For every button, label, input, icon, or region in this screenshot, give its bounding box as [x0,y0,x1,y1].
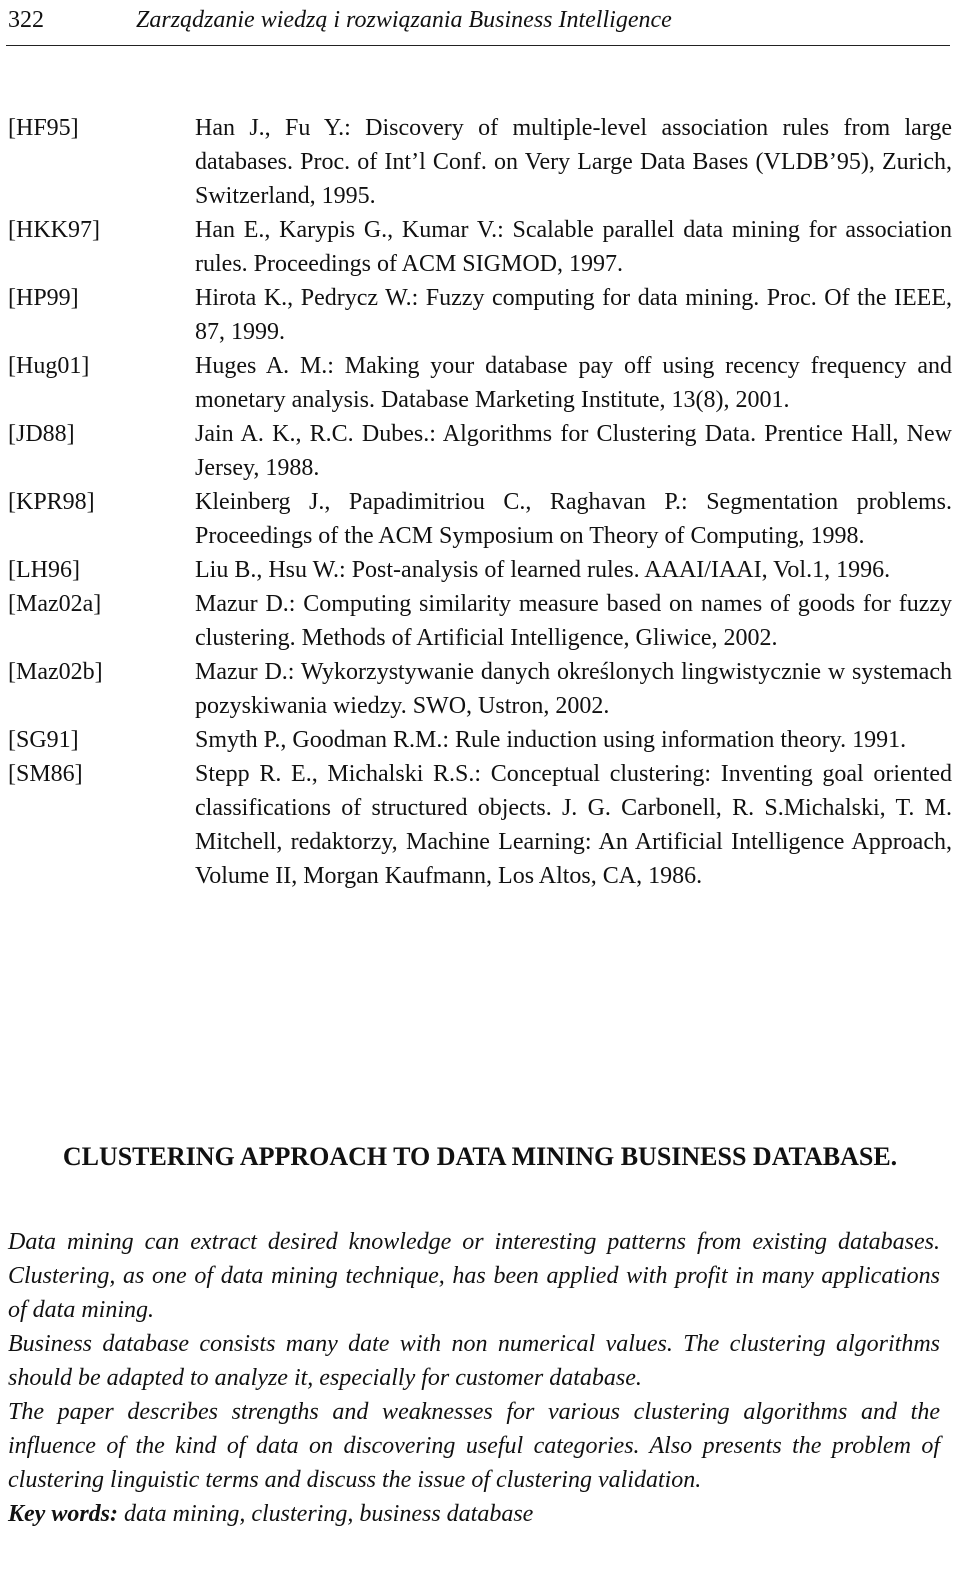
reference-entry [8,281,952,349]
reference-entry [8,417,952,485]
running-header [8,4,948,44]
abstract [8,1225,940,1531]
reference-entry [8,111,952,213]
reference-key: [HP99] [8,285,79,311]
abstract-paragraph: The paper describes strengths and weaknesses for various clustering algorithms and the influence of the kind of data on discovering useful categories. Also presents the problem of clustering linguistic terms and discuss the issue of clustering validation. [8,1399,940,1493]
reference-key: [SM86] [8,761,83,787]
keywords-line [8,1497,940,1531]
abstract-paragraph: Business database consists many date with non numerical values. The clustering algorithms should be adapted to analyze it, especially for customer database. [8,1331,940,1391]
abstract-paragraph: Data mining can extract desired knowledge or interesting patterns from existing databases. Clustering, as one of data mining technique, has been applied with profit in many applications of data mining. [8,1229,940,1323]
reference-text: Mazur D.: Computing similarity measure based on names of goods for fuzzy clustering. Methods of Artificial Intelligence, Gliwice, 2002. [195,591,952,651]
reference-key: [Maz02b] [8,659,103,685]
reference-key: [KPR98] [8,489,95,515]
reference-entry [8,655,952,723]
reference-key: [JD88] [8,421,75,447]
reference-entry [8,757,952,893]
reference-entry [8,349,952,417]
reference-text: Mazur D.: Wykorzystywanie danych określonych lingwistycznie w systemach pozyskiwania wiedzy. SWO, Ustron, 2002. [195,659,952,719]
reference-entry [8,587,952,655]
header-rule [6,45,950,46]
reference-text: Kleinberg J., Papadimitriou C., Raghavan P.: Segmentation problems. Proceedings of the ACM Symposium on Theory of Computing, 1998. [195,489,952,549]
reference-text: Huges A. M.: Making your database pay off using recency frequency and monetary analysis. Database Marketing Institute, 13(8), 2001. [195,353,952,413]
reference-key: [HKK97] [8,217,100,243]
keywords-label: Key words: [8,1501,118,1527]
reference-text: Stepp R. E., Michalski R.S.: Conceptual clustering: Inventing goal oriented classifications of structured objects. J. G. Carbonell, R. S.Michalski, T. M. Mitchell, redaktorzy, Machine Learning: An Artificial Intelligence Approach, Volume II, Morgan Kaufmann, Los Altos, CA, 1986. [195,761,952,889]
reference-text: Han J., Fu Y.: Discovery of multiple-level association rules from large databases. Proc. of Int’l Conf. on Very Large Data Bases (VLDB’95), Zurich, Switzerland, 1995. [195,115,952,209]
reference-entry [8,723,952,757]
reference-key: [SG91] [8,727,79,753]
reference-entry [8,553,952,587]
running-title: Zarządzanie wiedzą i rozwiązania Business Intelligence [136,7,672,33]
reference-key: [Maz02a] [8,591,102,617]
reference-entry [8,485,952,553]
reference-text: Hirota K., Pedrycz W.: Fuzzy computing for data mining. Proc. Of the IEEE, 87, 1999. [195,285,952,345]
reference-list [8,111,952,893]
reference-key: [Hug01] [8,353,90,379]
page-number: 322 [8,7,44,33]
reference-text: Liu B., Hsu W.: Post-analysis of learned rules. AAAI/IAAI, Vol.1, 1996. [195,557,891,583]
reference-text: Smyth P., Goodman R.M.: Rule induction using information theory. 1991. [195,727,907,753]
reference-key: [HF95] [8,115,79,141]
reference-text: Jain A. K., R.C. Dubes.: Algorithms for Clustering Data. Prentice Hall, New Jersey, 1988. [195,421,952,481]
reference-key: [LH96] [8,557,80,583]
keywords-text: data mining, clustering, business database [124,1501,534,1527]
section-title: CLUSTERING APPROACH TO DATA MINING BUSINESS DATABASE. [62,1142,898,1171]
reference-text: Han E., Karypis G., Kumar V.: Scalable parallel data mining for association rules. Proceedings of ACM SIGMOD, 1997. [195,217,952,277]
reference-entry [8,213,952,281]
